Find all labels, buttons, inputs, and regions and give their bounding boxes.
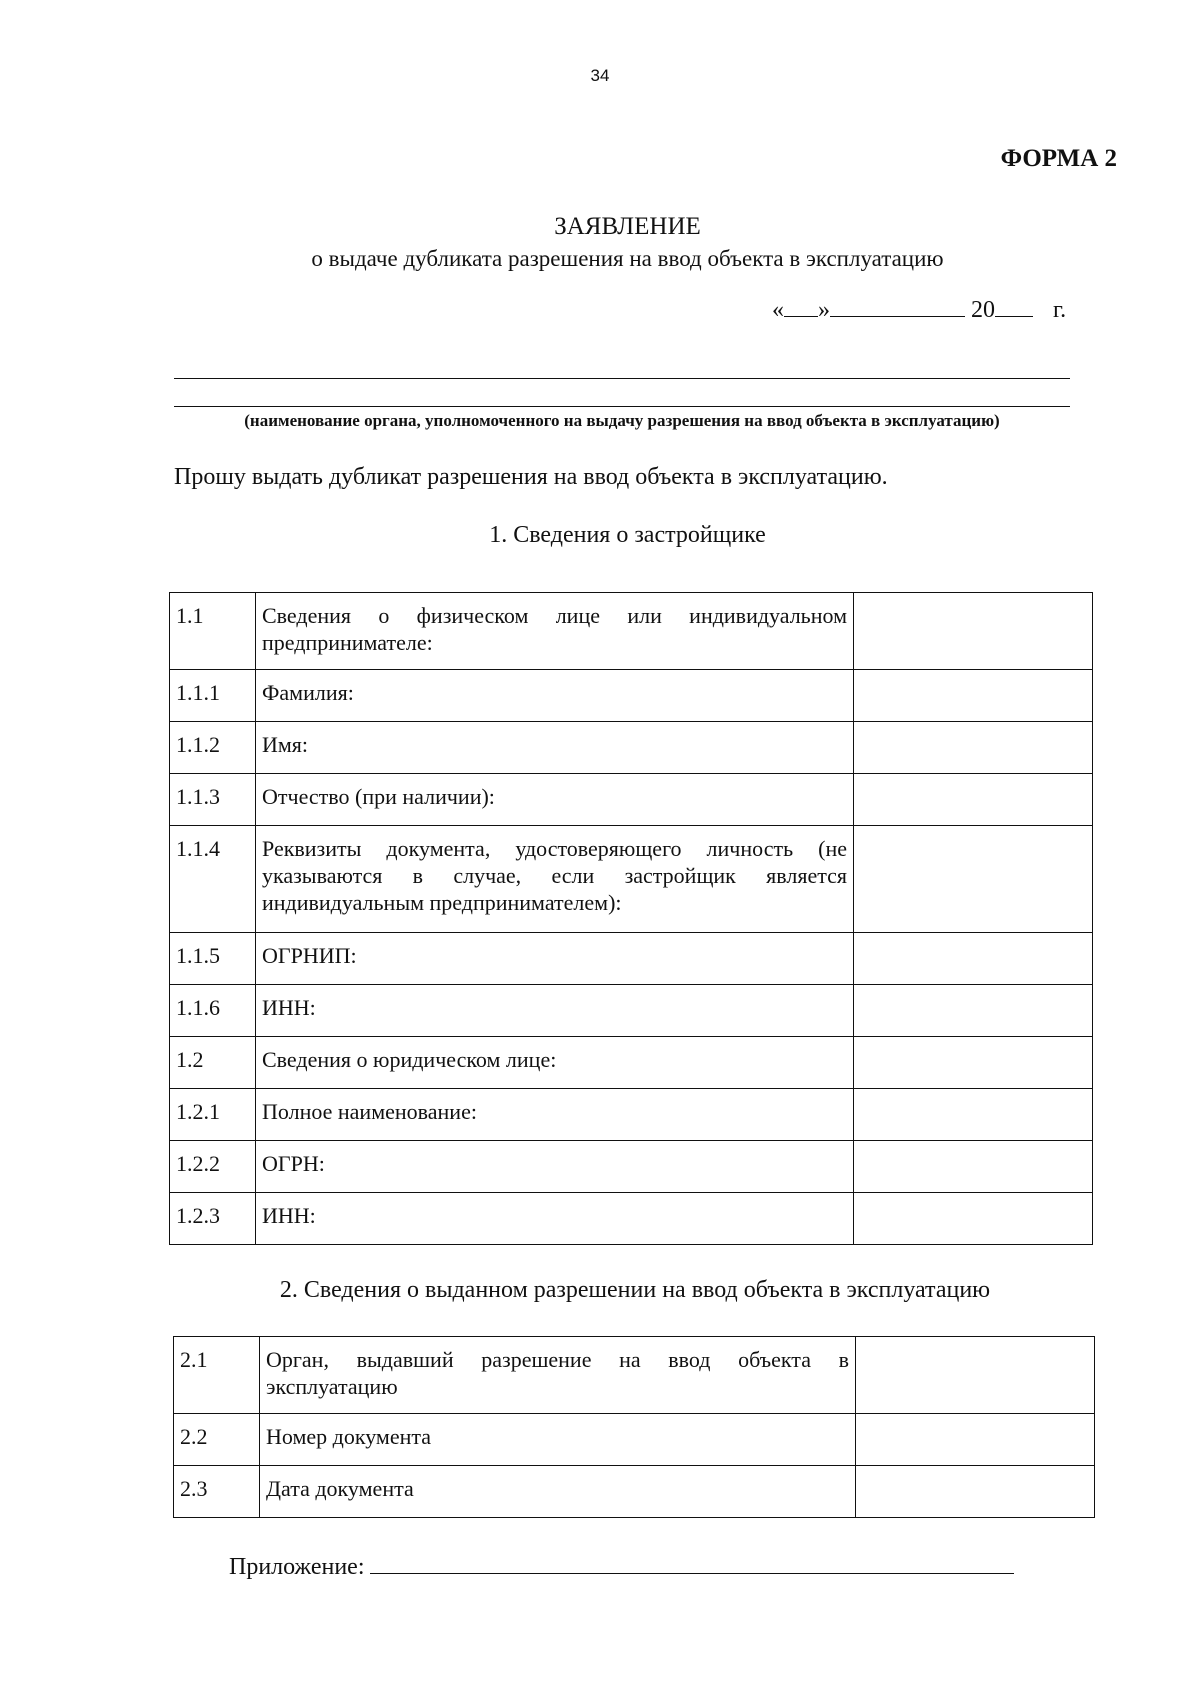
row-label: ОГРН: [256, 1141, 854, 1193]
row-value-field[interactable] [854, 933, 1093, 985]
attachment-field[interactable] [370, 1553, 1014, 1574]
table-row [170, 933, 1093, 985]
row-number: 1.1.1 [170, 670, 256, 722]
row-value-field[interactable] [856, 1414, 1095, 1466]
row-number: 1.1.5 [170, 933, 256, 985]
row-value-field[interactable] [854, 774, 1093, 826]
row-number: 2.3 [174, 1466, 260, 1518]
day-field[interactable] [784, 296, 818, 317]
row-number: 1.1.6 [170, 985, 256, 1037]
date-close-quote: » [818, 297, 830, 323]
date-open-quote: « [772, 297, 784, 323]
row-number: 2.2 [174, 1414, 260, 1466]
authority-name-line-1[interactable] [174, 378, 1070, 379]
row-number: 1.1.4 [170, 826, 256, 933]
row-label: Реквизиты документа, удостоверяющего личность (не указываются в случае, если застройщик является индивидуальным предпринимателем): [256, 826, 854, 933]
table-row [174, 1466, 1095, 1518]
table-row [170, 826, 1093, 933]
row-label: Сведения о юридическом лице: [256, 1037, 854, 1089]
section2-table [173, 1336, 1095, 1518]
attachment-line [229, 1553, 1014, 1581]
row-number: 2.1 [174, 1337, 260, 1414]
authority-caption: (наименование органа, уполномоченного на выдачу разрешения на ввод объекта в эксплуатацию) [244, 411, 1000, 430]
row-label: Номер документа [260, 1414, 856, 1466]
row-value-field[interactable] [856, 1337, 1095, 1414]
row-label: Полное наименование: [256, 1089, 854, 1141]
row-value-field[interactable] [854, 722, 1093, 774]
row-label: ОГРНИП: [256, 933, 854, 985]
month-field[interactable] [830, 296, 965, 317]
row-label: Фамилия: [256, 670, 854, 722]
attachment-label: Приложение: [229, 1554, 365, 1580]
table-row [174, 1337, 1095, 1414]
request-text: Прошу выдать дубликат разрешения на ввод объекта в эксплуатацию. [174, 464, 888, 490]
table-row [170, 1089, 1093, 1141]
table-row [170, 1037, 1093, 1089]
form-label: ФОРМА 2 [1000, 145, 1117, 172]
row-value-field[interactable] [856, 1466, 1095, 1518]
page-number: 34 [590, 66, 610, 85]
row-value-field[interactable] [854, 1193, 1093, 1245]
document-title: ЗАЯВЛЕНИЕ [554, 213, 701, 240]
section2-heading: 2. Сведения о выданном разрешении на ввод объекта в эксплуатацию [279, 1277, 991, 1303]
row-number: 1.2 [170, 1037, 256, 1089]
document-subtitle: о выдаче дубликата разрешения на ввод объекта в эксплуатацию [311, 246, 944, 271]
row-value-field[interactable] [854, 1089, 1093, 1141]
table-row [170, 985, 1093, 1037]
table-row [170, 722, 1093, 774]
table-row [170, 1193, 1093, 1245]
year-suffix: г. [1053, 297, 1067, 323]
year-prefix: 20 [971, 297, 995, 323]
row-number: 1.2.1 [170, 1089, 256, 1141]
section1-table [169, 592, 1093, 1245]
table-row [170, 593, 1093, 670]
row-label: Имя: [256, 722, 854, 774]
table-row [170, 670, 1093, 722]
row-value-field[interactable] [854, 1037, 1093, 1089]
row-number: 1.2.3 [170, 1193, 256, 1245]
row-label: ИНН: [256, 985, 854, 1037]
table-row [174, 1414, 1095, 1466]
row-value-field[interactable] [854, 985, 1093, 1037]
row-value-field[interactable] [854, 670, 1093, 722]
table-row [170, 774, 1093, 826]
row-value-field[interactable] [854, 593, 1093, 670]
row-number: 1.1.2 [170, 722, 256, 774]
authority-name-line-2[interactable] [174, 406, 1070, 407]
row-label: Отчество (при наличии): [256, 774, 854, 826]
row-label: Орган, выдавший разрешение на ввод объекта в эксплуатацию [260, 1337, 856, 1414]
date-line [772, 296, 1066, 324]
section1-heading: 1. Сведения о застройщике [489, 522, 766, 548]
row-value-field[interactable] [854, 826, 1093, 933]
row-number: 1.2.2 [170, 1141, 256, 1193]
row-label: Сведения о физическом лице или индивидуальном предпринимателе: [256, 593, 854, 670]
row-number: 1.1.3 [170, 774, 256, 826]
table-row [170, 1141, 1093, 1193]
row-value-field[interactable] [854, 1141, 1093, 1193]
year-field[interactable] [995, 296, 1033, 317]
row-number: 1.1 [170, 593, 256, 670]
row-label: Дата документа [260, 1466, 856, 1518]
row-label: ИНН: [256, 1193, 854, 1245]
